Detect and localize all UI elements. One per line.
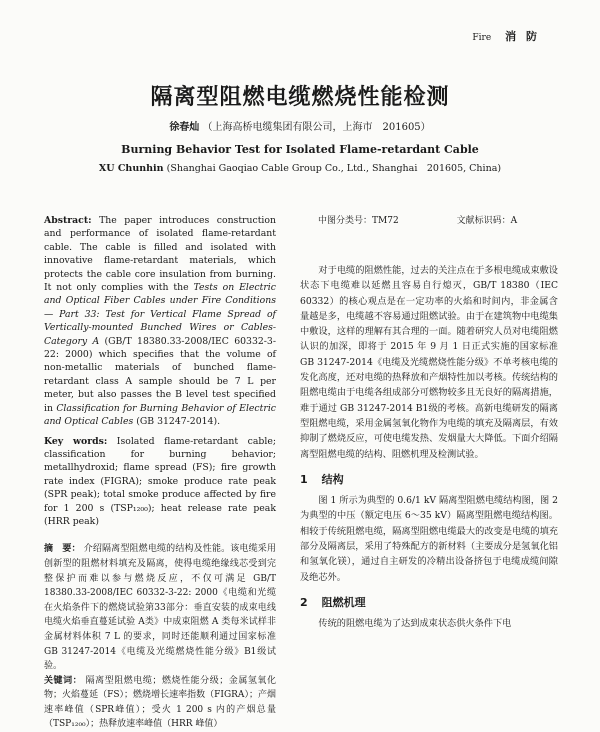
section-1-title: 结构 bbox=[321, 472, 344, 486]
keywords-text: Isolated flame-retardant cable; classification for burning behavior; metallhydroxid; flame spread (FS); fire growth rate index (FIGRA); smoke produce rate peak (SPR peak); total smoke produce affected by fire for 1 200 s (TSP₁₂₀₀); heat release rate peak (HRR peak) bbox=[44, 435, 276, 527]
abstract-lead: The paper introduces construction and performance of isolated flame-retardant cable. The cable is filled and isolated with innovative flame-retardant materials, which protects the cable core insulation from burning. It not only complies with the bbox=[44, 215, 276, 294]
left-column bbox=[44, 214, 276, 732]
paper-title: 隔离型阻燃电缆燃烧性能检测 bbox=[150, 85, 450, 110]
section-2-title: 阻燃机理 bbox=[321, 595, 366, 609]
section-1-number: 1 bbox=[300, 472, 308, 486]
english-abstract bbox=[44, 214, 276, 528]
body-text bbox=[300, 263, 558, 632]
english-title: Burning Behavior Test for Isolated Flame-retardant Cable bbox=[121, 143, 479, 156]
section-2-number: 2 bbox=[300, 595, 308, 609]
clc-number: 中图分类号：TM72 bbox=[318, 216, 399, 226]
author-affiliation: （上海高桥电缆集团有限公司，上海市 201605） bbox=[202, 122, 431, 133]
document-code: 文献标识码：A bbox=[456, 216, 518, 226]
english-author-line bbox=[0, 160, 600, 174]
classification-block bbox=[300, 214, 558, 228]
section-1-paragraph: 图 1 所示为典型的 0.6/1 kV 隔离型阻燃电缆结构图，图 2 为典型的中压（额定电压 6～35 kV）隔离型阻燃电缆结构图。相较于传统阻燃电缆，隔离型阻燃电缆最大的改变是电缆的填充部分及隔离层，采用了特殊配方的新材料（主要成分是氢氧化铝和氢氧化镁），通过自主研发的冷精出设备挤包于电缆成缆间隙及绝芯外。 bbox=[300, 495, 558, 583]
abstract-tail: (GB 31247-2014). bbox=[136, 416, 221, 428]
running-header bbox=[472, 28, 540, 44]
journal-name: Fire bbox=[472, 33, 492, 43]
section-2-heading bbox=[300, 595, 558, 610]
author-line bbox=[0, 118, 600, 133]
keywords-label: Key words: bbox=[44, 435, 108, 447]
english-author-name: XU Chunhin bbox=[98, 163, 164, 174]
section-2-paragraph: 传统的阻燃电缆为了达到成束状态供火条件下电 bbox=[318, 618, 512, 630]
cn-keywords-text: 隔离型阻燃电缆；燃烧性能分级；金属氢氧化物；火焰蔓延（FS）；燃烧增长速率指数（FIGRA）；产烟速率峰值（SPR峰值）；受火 1 200 s 内的产烟总量（TSP₁₂₀₀）；热释放速率峰值（HRR 峰值） bbox=[44, 675, 276, 730]
cn-abstract-text: 介绍隔离型阻燃电缆的结构及性能。该电缆采用创新型的阻燃材料填充及隔离，使得电缆绝缘线芯受到完整保护而难以参与燃烧反应，不仅可满足 GB/T 18380.33-2008/IEC 60332-3-22: 2000《电缆和光缆在火焰条件下的燃烧试验第33部分：垂直安装的成束电线电缆火焰垂直蔓延试验 A类》中成束阻燃 A 类每米试样非金属材料体积 7 L 的要求，同时还能顺利通过国家标准 GB 31247-2014《电缆及光缆燃烧性能分级》B1级试验。 bbox=[44, 544, 276, 672]
right-column bbox=[300, 214, 558, 632]
abstract-standard-title-2: Classification for Burning Behavior of Electric and Optical Cables bbox=[44, 402, 276, 428]
chinese-abstract bbox=[44, 542, 276, 732]
section-name: 消 防 bbox=[505, 30, 540, 43]
section-1-heading bbox=[300, 472, 558, 487]
english-author-affiliation: (Shanghai Gaoqiao Cable Group Co., Ltd., Shanghai 201605, China) bbox=[166, 163, 502, 174]
cn-abstract-label: 摘 要： bbox=[44, 544, 81, 555]
abstract-mid: (GB/T 18380.33-2008/IEC 60332-3-22: 2000) which specifies that the volume of non-metallic materials of bunched flame-retardant class A sample should be 7 L per meter, but also passes the B level test specified in bbox=[44, 335, 276, 414]
abstract-standard-title: Tests on Electric and Optical Fiber Cables under Fire Conditions — Part 33: Test for Vertical Flame Spread of Vertically-mounted Bunched Wires or Cables- Category A bbox=[44, 282, 276, 347]
abstract-label: Abstract: bbox=[44, 215, 92, 226]
intro-paragraph: 对于电缆的阻燃性能，过去的关注点在于多根电缆成束敷设状态下电缆难以延燃且容易自行熄灭，GB/T 18380（IEC 60332）的核心观点是在一定功率的火焰和时间内，非金属含量越是多，电缆越不容易通过阻燃试验。由于在建筑物中电缆集中敷设，这样的理解有其合理的一面。随着研究人员对电缆阻燃认识的加深，即将于 2015 年 9 月 1 日正式实施的国家标准 GB 31247-2014《电缆及光缆燃烧性能分级》不单考核电缆的发化高度，还对电缆的热释放和产烟特性加以考核。传统结构的阻燃电缆由于电缆各组成部分可燃物较多且无良好的隔离措施，难于通过 GB 31247-2014 B1级的考核。高新电缆研发的隔离型阻燃电缆，采用金属氢氧化物作为电缆的填充及隔离层，有效抑制了燃烧反应，可使电缆发热、发烟量大大降低。下面介绍隔离型阻燃电缆的结构、阻燃机理及检测试验。 bbox=[300, 265, 558, 460]
cn-keywords-label: 关键词： bbox=[44, 675, 83, 686]
author-name: 徐春灿 bbox=[169, 122, 200, 133]
